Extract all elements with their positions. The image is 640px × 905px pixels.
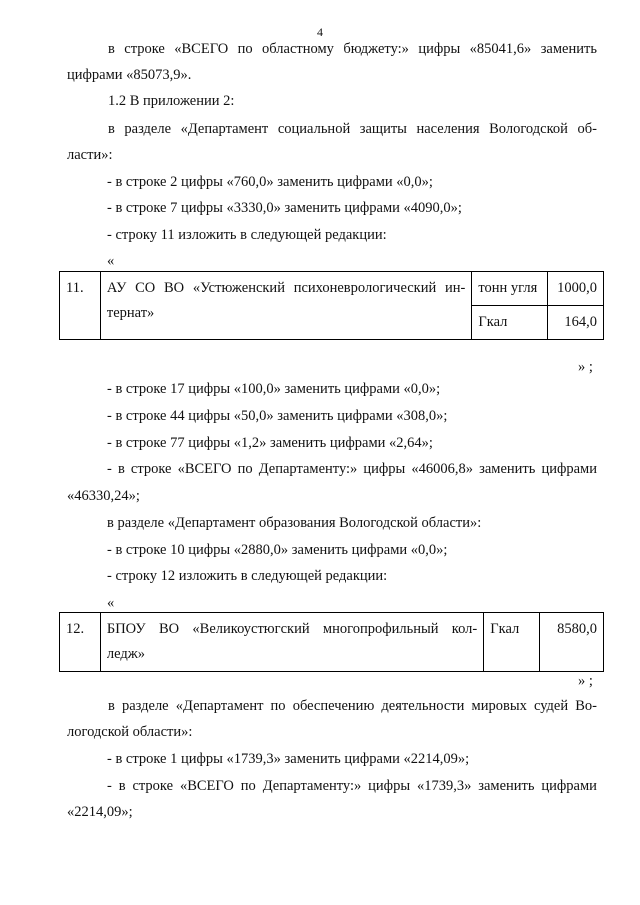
list-item-total-line1	[107, 460, 597, 478]
word: судей	[533, 698, 569, 714]
paragraph-total-line2: цифрами «85073,9».	[67, 67, 192, 83]
row-number: 11.	[60, 272, 101, 340]
word: об-	[577, 121, 597, 137]
list-item-total2-line1	[107, 777, 597, 795]
word: Вологодской	[489, 121, 568, 137]
word: заменить	[478, 778, 535, 794]
list-item-row12: - строку 12 изложить в следующей редакции:	[107, 568, 388, 584]
list-item-row77: - в строке 77 цифры «1,2» заменить цифрами «2,64»;	[107, 435, 433, 451]
section-heading-appendix-2: 1.2 В приложении 2:	[108, 93, 235, 109]
word: населения	[416, 121, 480, 137]
institution-name	[100, 613, 483, 672]
unit-cell: Гкал	[472, 306, 548, 340]
unit-cell: тонн угля	[472, 272, 548, 306]
word: многопрофильный	[322, 621, 439, 637]
word: разделе	[124, 121, 172, 137]
word: «Департамент	[180, 121, 269, 137]
close-quote: » ;	[578, 673, 593, 689]
word: психоневрологический	[293, 280, 437, 296]
list-item-total-line2: «46330,24»;	[67, 488, 140, 504]
open-quote: «	[107, 253, 115, 269]
table-row-11	[59, 271, 604, 340]
unit-cell: Гкал	[484, 613, 540, 672]
list-item-row44: - в строке 44 цифры «50,0» заменить цифрами «308,0»;	[107, 408, 448, 424]
word: «Великоустюгский	[192, 621, 310, 637]
institution-name-line2: тернат»	[106, 305, 155, 321]
word: по	[237, 461, 253, 477]
word: цифрами	[541, 778, 597, 794]
word: Департаменту:»	[262, 778, 362, 794]
word: ВО	[164, 280, 185, 296]
list-item-row1: - в строке 1 цифры «1739,3» заменить цифрами «2214,09»;	[107, 751, 470, 767]
word: обеспечению	[292, 698, 375, 714]
word: в	[117, 461, 125, 477]
word: цифры	[418, 41, 461, 57]
word: кол-	[451, 621, 478, 637]
value-cell: 1000,0	[548, 272, 604, 306]
word: «ВСЕГО	[177, 461, 232, 477]
word: цифрами	[541, 461, 597, 477]
close-quote: » ;	[578, 359, 593, 375]
word: в	[108, 121, 115, 137]
word: по	[237, 41, 253, 57]
word: разделе	[121, 698, 169, 714]
list-item-row7: - в строке 7 цифры «3330,0» заменить цифрами «4090,0»;	[107, 200, 462, 216]
word: по	[240, 778, 256, 794]
word: заменить	[540, 41, 597, 57]
institution-name-line1	[107, 276, 466, 301]
row-number: 12.	[60, 613, 101, 672]
list-item-row2: - в строке 2 цифры «760,0» заменить цифрами «0,0»;	[107, 174, 433, 190]
word: -	[107, 778, 112, 794]
table-row-12	[59, 612, 604, 672]
word: «46006,8»	[411, 461, 474, 477]
word: деятельности	[381, 698, 465, 714]
institution-name-line2: ледж»	[106, 646, 146, 662]
word: АУ	[106, 280, 127, 296]
word: цифры	[368, 778, 411, 794]
word: мировых	[471, 698, 527, 714]
page-number: 4	[317, 25, 323, 39]
table-row	[60, 272, 604, 306]
word: строке	[130, 461, 172, 477]
word: строке	[124, 41, 165, 57]
word: «1739,3»	[416, 778, 472, 794]
list-item-row10: - в строке 10 цифры «2880,0» заменить цифрами «0,0»;	[107, 542, 448, 558]
word: строке	[132, 778, 174, 794]
word: заменить	[479, 461, 536, 477]
section-social-protection-line1	[108, 120, 597, 138]
list-item-row17: - в строке 17 цифры «100,0» заменить цифрами «0,0»;	[107, 381, 441, 397]
word: «Устюженский	[192, 280, 285, 296]
institution-name-line1	[107, 617, 477, 642]
word: бюджету:»	[343, 41, 409, 57]
value-cell: 8580,0	[540, 613, 604, 672]
word: в	[118, 778, 126, 794]
list-item-row11: - строку 11 изложить в следующей редакции:	[107, 227, 387, 243]
word: ин-	[445, 280, 466, 296]
institution-name	[100, 272, 472, 340]
section-magistrates-line2: логодской области»:	[67, 724, 193, 740]
word: в	[108, 41, 115, 57]
word: СО	[135, 280, 156, 296]
word: «Департамент	[175, 698, 264, 714]
word: цифры	[363, 461, 406, 477]
list-item-total2-line2: «2214,09»;	[67, 804, 133, 820]
word: «ВСЕГО	[174, 41, 229, 57]
word: областному	[262, 41, 334, 57]
open-quote: «	[107, 595, 115, 611]
paragraph-total-line1	[108, 40, 597, 58]
section-social-protection-line2: ласти»:	[67, 147, 113, 163]
word: «85041,6»	[469, 41, 532, 57]
word: БПОУ	[106, 621, 146, 637]
word: Во-	[575, 698, 597, 714]
word: защиты	[359, 121, 407, 137]
word: Департаменту:»	[258, 461, 358, 477]
word: социальной	[277, 121, 351, 137]
word: «ВСЕГО	[179, 778, 234, 794]
word: в	[108, 698, 115, 714]
section-magistrates-line1	[108, 697, 597, 715]
word: по	[270, 698, 286, 714]
word: -	[107, 461, 112, 477]
table-row	[60, 613, 604, 672]
word: ВО	[158, 621, 180, 637]
section-education: в разделе «Департамент образования Вологодской области»:	[107, 515, 482, 531]
value-cell: 164,0	[548, 306, 604, 340]
